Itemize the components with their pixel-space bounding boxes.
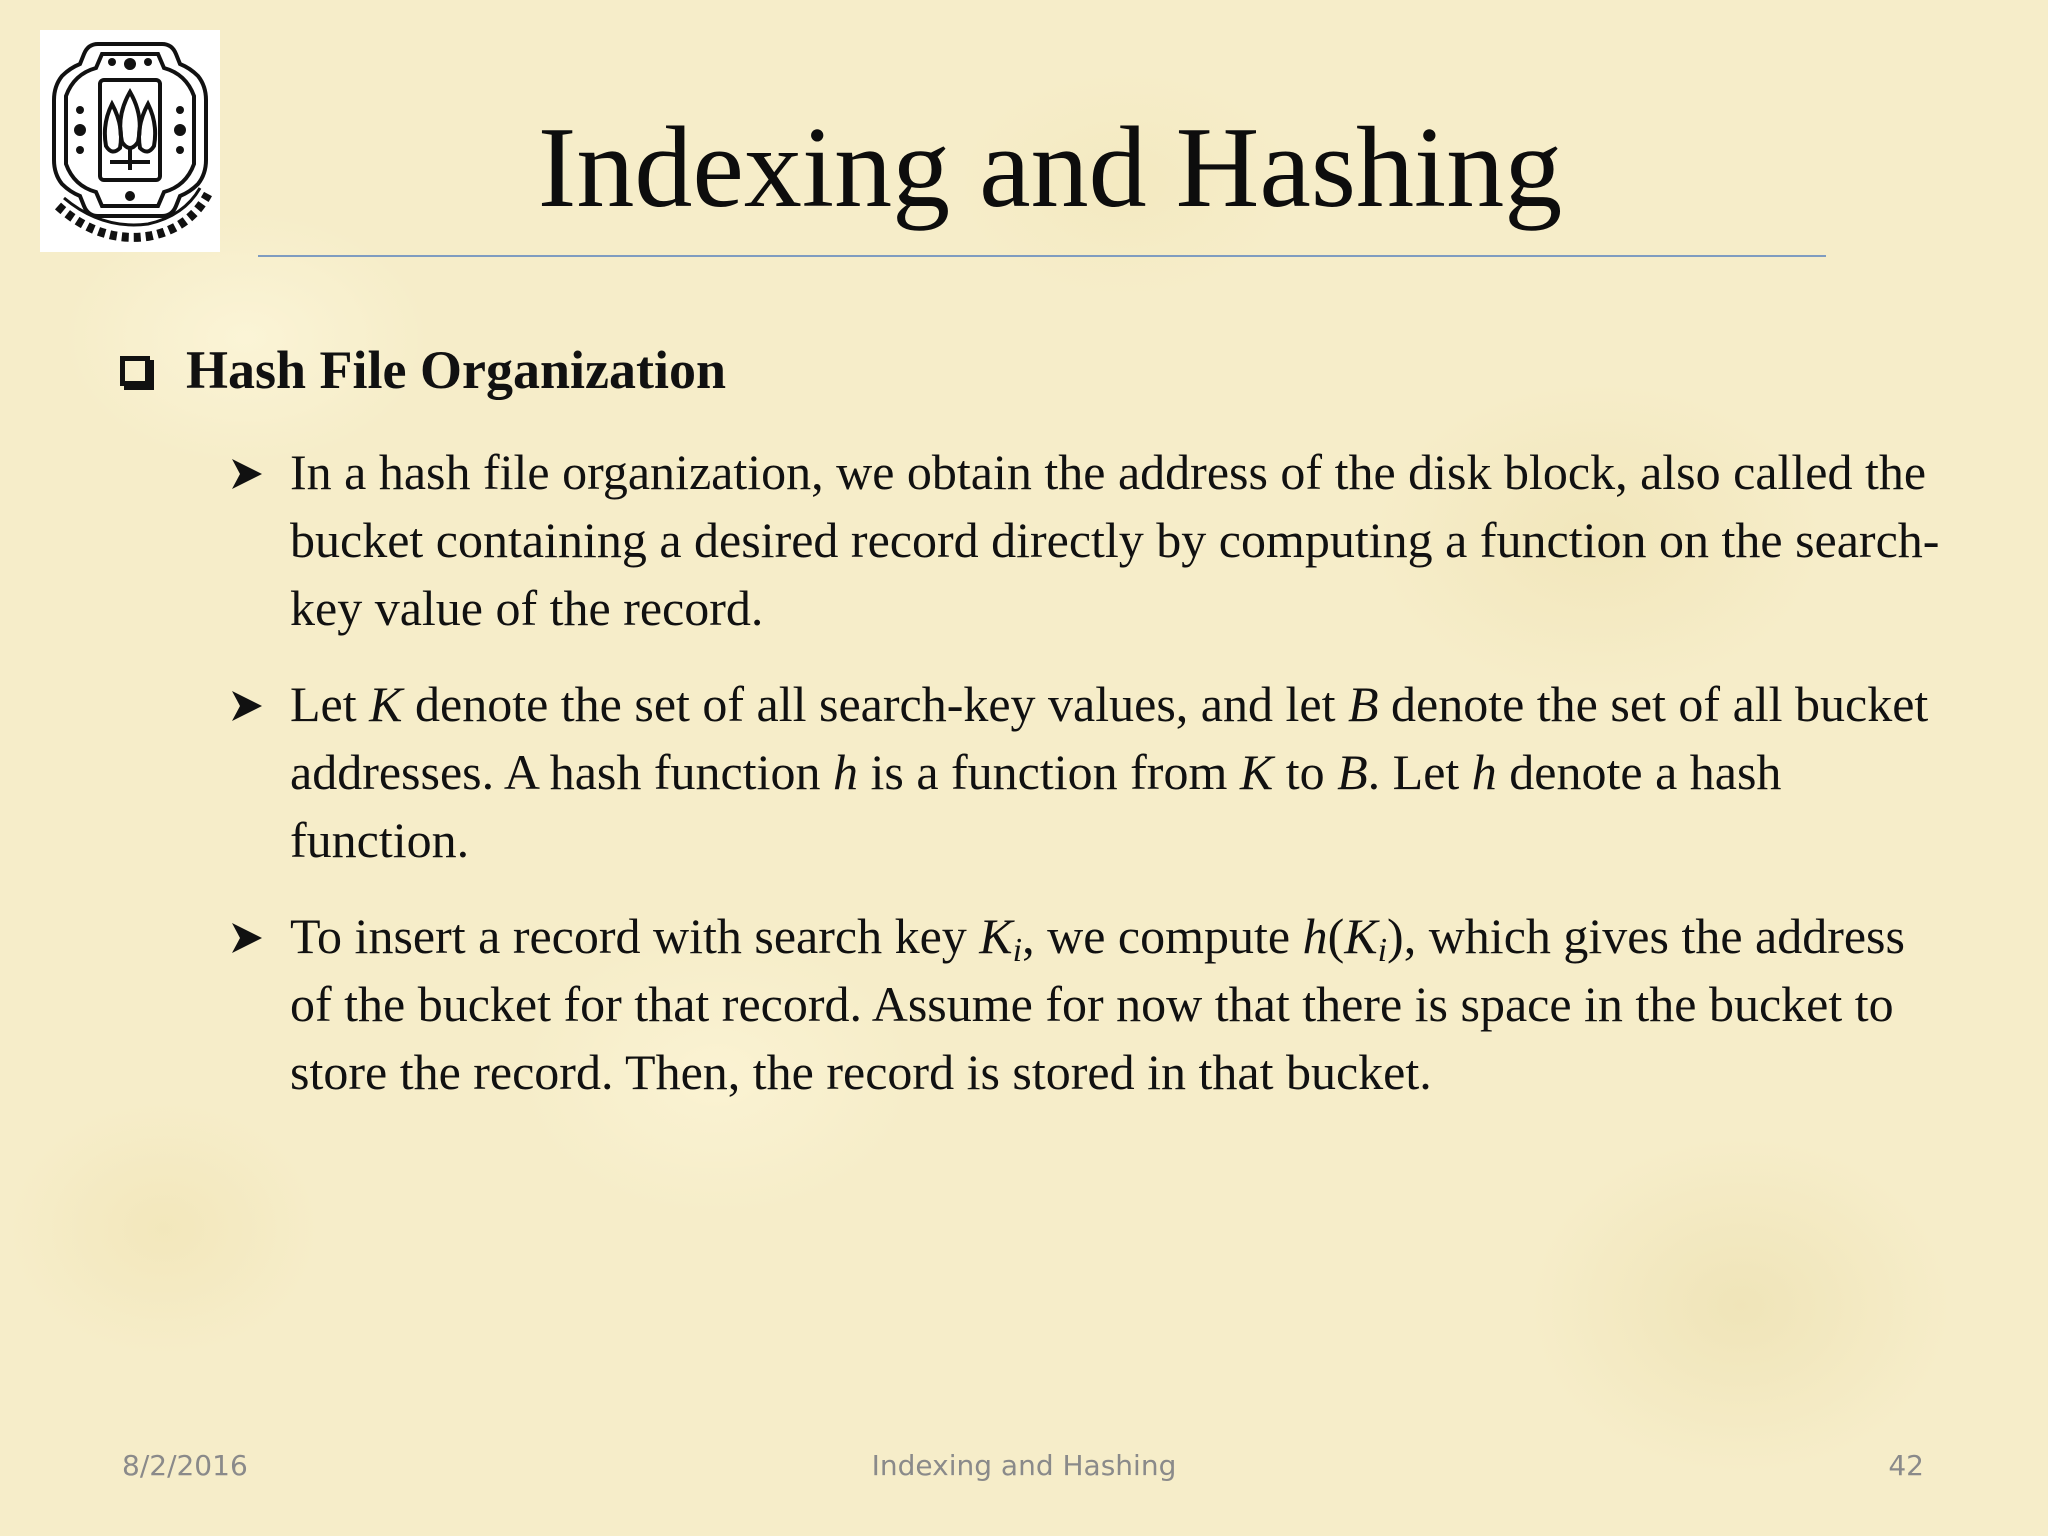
footer-title: Indexing and Hashing xyxy=(871,1449,1177,1482)
section-heading-text: Hash File Organization xyxy=(186,340,726,400)
math-var-k: K xyxy=(1344,908,1378,964)
text-run: denote a hash function. xyxy=(290,744,1782,868)
bullet-list xyxy=(226,438,1946,1134)
math-var-h: h xyxy=(832,744,858,800)
text-run: denote the set of all bucket addresses. A hash function xyxy=(290,676,1929,800)
math-paren-open: ( xyxy=(1327,908,1345,964)
text-run: . Let xyxy=(1367,744,1472,800)
bullet-item-2 xyxy=(226,670,1946,874)
bullet-item-3 xyxy=(226,902,1946,1106)
slide-title: Indexing and Hashing xyxy=(537,104,1563,232)
bullet-text xyxy=(290,908,1905,1100)
footer-date: 8/2/2016 xyxy=(122,1449,248,1482)
title-underline xyxy=(258,255,1826,257)
section-heading xyxy=(120,338,726,402)
text-run: Let xyxy=(290,676,370,732)
bullet-text xyxy=(290,676,1928,868)
university-seal-icon xyxy=(40,30,220,252)
footer-page-number: 42 xyxy=(1888,1449,1924,1482)
math-var-k: K xyxy=(369,676,403,732)
math-var-h: h xyxy=(1471,744,1497,800)
bullet-item-1 xyxy=(226,438,1946,642)
text-run: , which gives the address of the bucket for that record. Assume for now that there is space in the bucket to store the record. Then, the record is stored in that bucket. xyxy=(290,908,1905,1100)
math-var-k: K xyxy=(1239,744,1274,800)
math-subscript-i: i xyxy=(1012,932,1023,969)
math-var-h: h xyxy=(1302,908,1328,964)
hollow-square-bullet-icon xyxy=(120,356,150,386)
arrow-bullet-icon xyxy=(230,457,264,491)
text-run: , we compute xyxy=(1022,908,1303,964)
math-var-k: K xyxy=(979,908,1013,964)
text-run: To insert a record with search key xyxy=(290,908,980,964)
text-run: denote the set of all search-key values, and let xyxy=(402,676,1348,732)
text-run: is a function from xyxy=(857,744,1240,800)
arrow-bullet-icon xyxy=(230,689,264,723)
arrow-bullet-icon xyxy=(230,921,264,955)
text-run: to xyxy=(1273,744,1338,800)
math-subscript-i: i xyxy=(1377,932,1388,969)
math-var-b: B xyxy=(1347,676,1379,732)
bullet-text: In a hash file organization, we obtain the address of the disk block, also called the bucket containing a desired record directly by computing a function on the search-key value of the record. xyxy=(290,444,1940,636)
math-var-b: B xyxy=(1337,744,1368,800)
math-paren-close: ) xyxy=(1387,908,1404,964)
